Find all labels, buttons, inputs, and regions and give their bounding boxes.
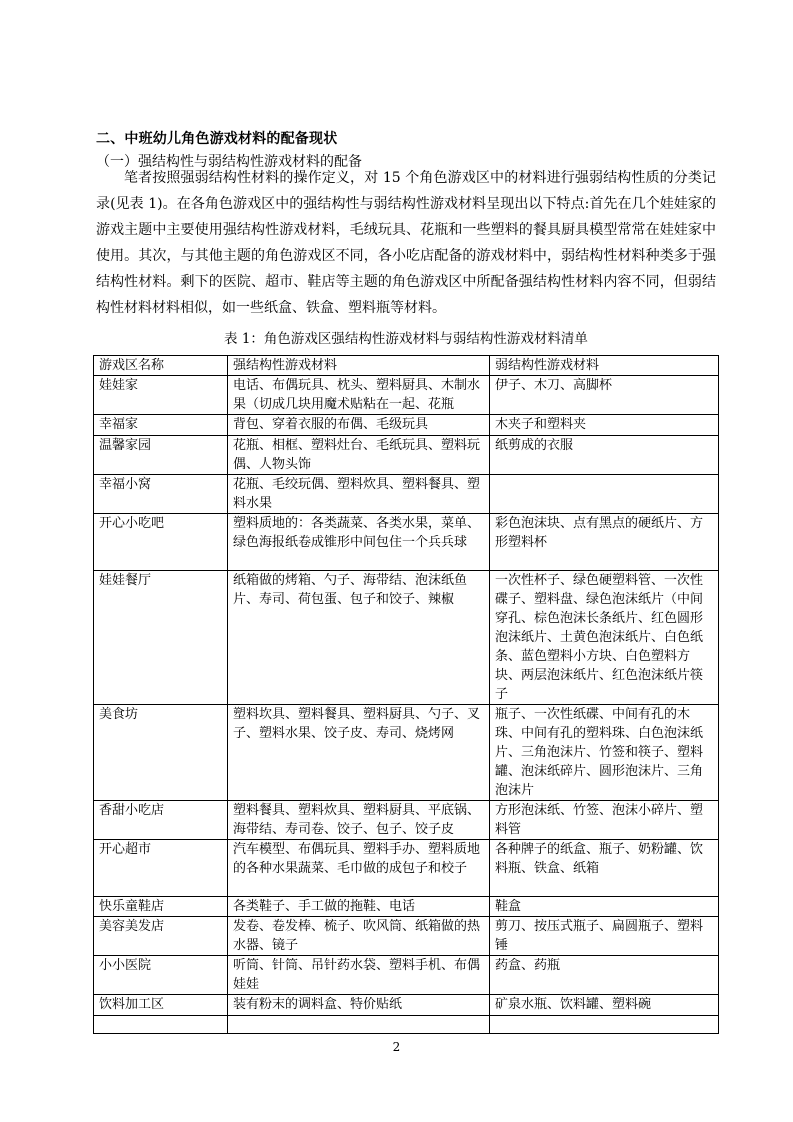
weak-materials-cell: 伊子、木刀、高脚杯 [490,376,719,415]
zone-cell: 饮料加工区 [94,995,228,1016]
strong-materials-cell: 纸箱做的烤箱、勺子、海带结、泡沫纸鱼片、寿司、荷包蛋、包子和饺子、辣椒 [228,571,490,705]
strong-materials-cell: 各类鞋子、手工做的拖鞋、电话 [228,897,490,917]
subsection-heading: （一）强结构性与弱结构性游戏材料的配备 [96,154,362,170]
header-cell-zone: 游戏区名称 [94,356,228,376]
weak-materials-cell: 瓶子、一次性纸碟、中间有孔的木珠、中间有孔的塑料珠、白色泡沫纸片、三角泡沫片、竹签和筷子、塑料罐、泡沫纸碎片、圆形泡沫片、三角泡沫片 [490,705,719,801]
materials-table [93,355,719,1034]
weak-materials-cell: 木夹子和塑料夹 [490,415,719,436]
zone-cell: 小小医院 [94,956,228,995]
strong-materials-cell: 发卷、卷发棒、梳子、吹风筒、纸箱做的热水器、镜子 [228,917,490,956]
zone-cell: 娃娃家 [94,376,228,415]
zone-cell: 快乐童鞋店 [94,897,228,917]
zone-cell: 美容美发店 [94,917,228,956]
table-row [94,376,719,415]
strong-materials-cell: 花瓶、毛绞玩偶、塑料炊具、塑料餐具、塑料水果 [228,475,490,514]
table-row [94,995,719,1016]
zone-cell: 幸福家 [94,415,228,436]
page-number: 2 [392,1040,401,1054]
strong-materials-cell: 装有粉末的调料盒、特价贴纸 [228,995,490,1016]
table-row [94,475,719,514]
table-row [94,571,719,705]
weak-materials-cell: 彩色泡沫块、点有黑点的硬纸片、方形塑料杯 [490,514,719,571]
table-caption: 表 1：角色游戏区强结构性游戏材料与弱结构性游戏材料清单 [224,331,588,347]
zone-cell [94,1016,228,1034]
table-row [94,801,719,840]
table-row [94,917,719,956]
strong-materials-cell: 电话、布偶玩具、枕头、塑料厨具、木制水果（切成几块用魔术贴粘在一起、花瓶 [228,376,490,415]
weak-materials-cell: 矿泉水瓶、饮料罐、塑料碗 [490,995,719,1016]
weak-materials-cell [490,1016,719,1034]
header-cell-weak: 弱结构性游戏材料 [490,356,719,376]
weak-materials-cell: 鞋盒 [490,897,719,917]
strong-materials-cell: 背包、穿着衣服的布偶、毛级玩具 [228,415,490,436]
table-row [94,897,719,917]
strong-materials-cell: 汽车模型、布偶玩具、塑料手办、塑料质地的各种水果蔬菜、毛巾做的成包子和校子 [228,840,490,897]
section-heading: 二、中班幼儿角色游戏材料的配备现状 [96,131,338,147]
strong-materials-cell: 塑料质地的：各类蔬菜、各类水果，菜单、绿色海报纸卷成锥形中间包住一个兵兵球 [228,514,490,571]
zone-cell: 娃娃餐厅 [94,571,228,705]
table-row [94,1016,719,1034]
table-row [94,705,719,801]
weak-materials-cell: 剪刀、按压式瓶子、扁圆瓶子、塑料锤 [490,917,719,956]
table-row [94,415,719,436]
zone-cell: 美食坊 [94,705,228,801]
table-row [94,436,719,475]
table-row [94,840,719,897]
header-cell-strong: 强结构性游戏材料 [228,356,490,376]
table-row [94,956,719,995]
weak-materials-cell: 纸剪成的衣服 [490,436,719,475]
weak-materials-cell: 一次性杯子、绿色硬塑料管、一次性碟子、塑料盘、绿色泡沫纸片（中间穿孔、棕色泡沫长条纸片、红色圆形泡沫纸片、土黄色泡沫纸片、白色纸条、蓝色塑料小方块、白色塑料方块、两层泡沫纸片、红色泡沫纸片筷子 [490,571,719,705]
strong-materials-cell: 听筒、针筒、吊针药水袋、塑料手机、布偶娃娃 [228,956,490,995]
zone-cell: 开心超市 [94,840,228,897]
body-paragraph: 笔者按照强弱结构性材料的操作定义，对 15 个角色游戏区中的材料进行强弱结构性质的分类记录(见表 1)。在各角色游戏区中的强结构性与弱结构性游戏材料呈现出以下特点:首先在几个娃娃家的游戏主题中主要使用强结构性游戏材料，毛绒玩具、花瓶和一些塑料的餐具厨具模型常常在娃娃家中使用。其次，与其他主题的角色游戏区不同，各小吃店配备的游戏材料中，弱结构性材料种类多于强结构性材料。剩下的医院、超市、鞋店等主题的角色游戏区中所配备强结构性材料内容不同，但弱结构性材料材料相似，如一些纸盒、铁盒、塑料瓶等材料。 [96,170,716,316]
weak-materials-cell [490,475,719,514]
strong-materials-cell: 塑料餐具、塑料炊具、塑料厨具、平底锅、海带结、寿司卷、饺子、包子、饺子皮 [228,801,490,840]
weak-materials-cell: 药盒、药瓶 [490,956,719,995]
zone-cell: 幸福小窝 [94,475,228,514]
zone-cell: 香甜小吃店 [94,801,228,840]
weak-materials-cell: 方形泡沫纸、竹签、泡沫小碎片、塑料管 [490,801,719,840]
zone-cell: 开心小吃吧 [94,514,228,571]
weak-materials-cell: 各种牌子的纸盒、瓶子、奶粉罐、饮料瓶、铁盒、纸箱 [490,840,719,897]
zone-cell: 温馨家园 [94,436,228,475]
table-row [94,514,719,571]
strong-materials-cell [228,1016,490,1034]
strong-materials-cell: 花瓶、相框、塑料灶台、毛纸玩具、塑料玩偶、人物头饰 [228,436,490,475]
table-header-row [94,356,719,376]
strong-materials-cell: 塑料坎具、塑料餐具、塑料厨具、勺子、叉子、塑料水果、饺子皮、寿司、烧烤网 [228,705,490,801]
